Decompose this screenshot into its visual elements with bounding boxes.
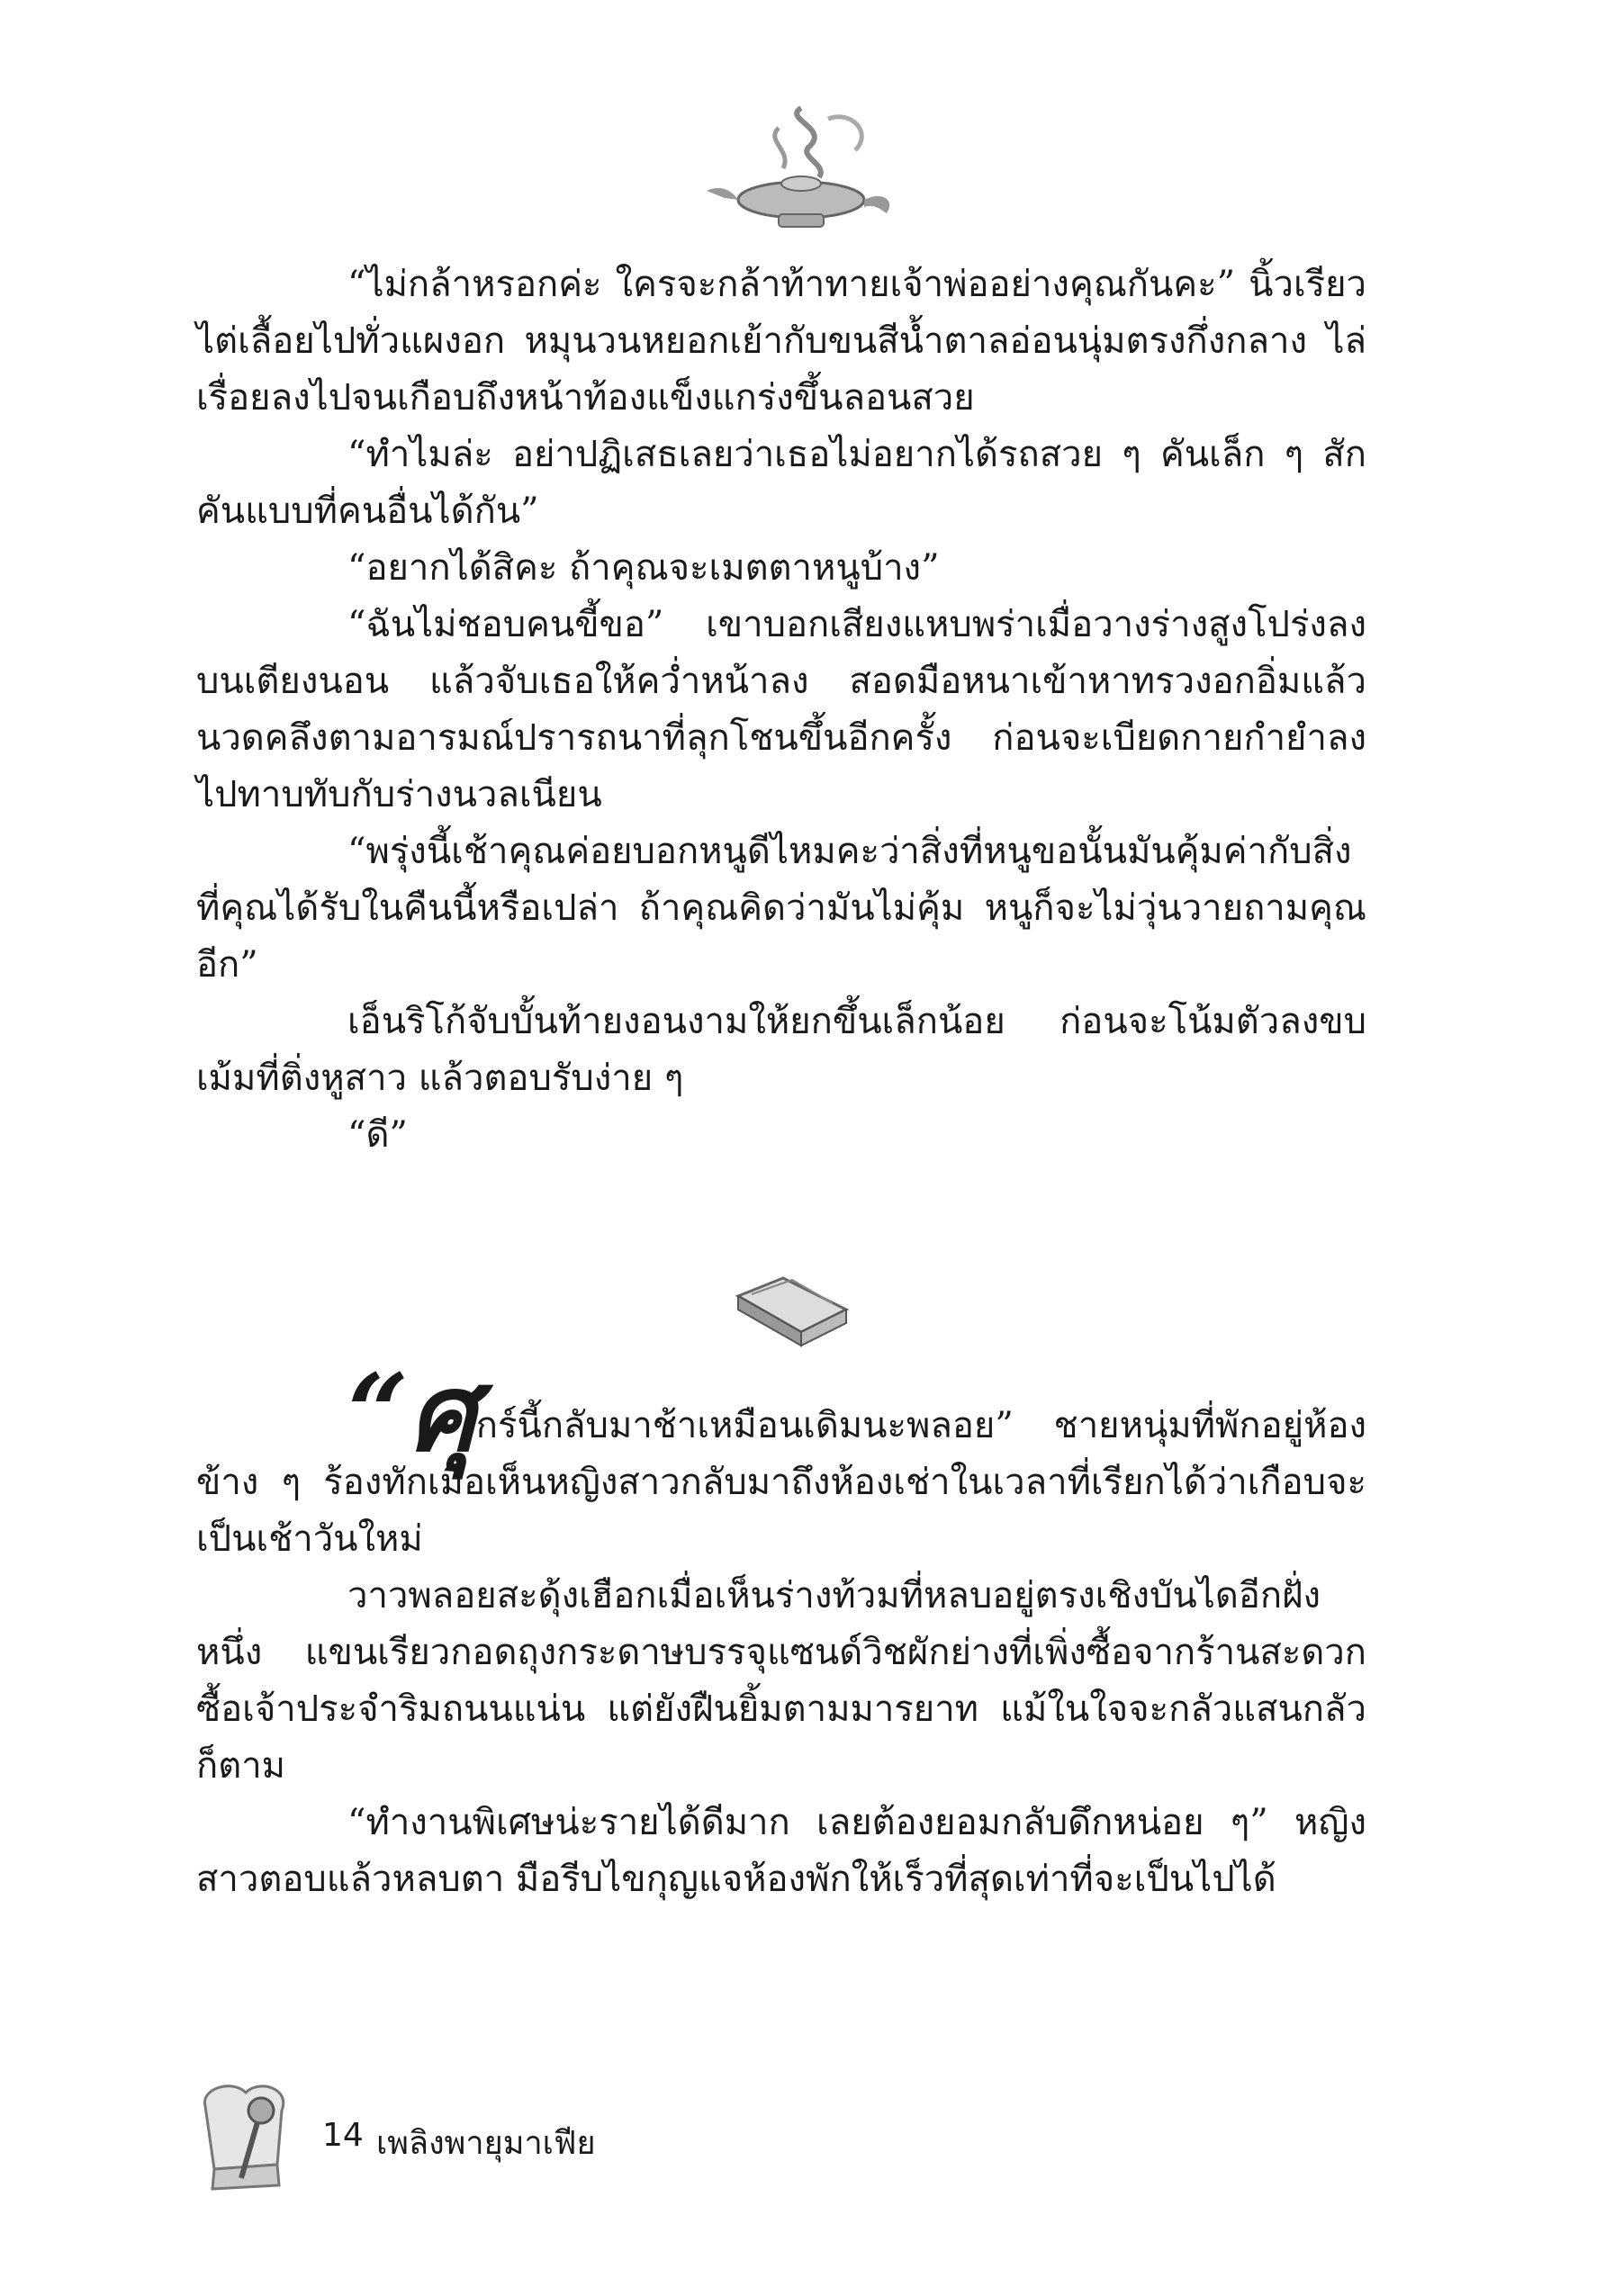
paragraph: “พรุ่งนี้เช้าคุณค่อยบอกหนูดีไหมคะว่าสิ่งที่หนูขอนั้นมันคุ้มค่ากับสิ่งที่คุณได้รับในคืนนี้หรือเปล่า ถ้าคุณคิดว่ามันไม่คุ้ม หนูก็จะไม่วุ่นวายถามคุณอีก” <box>196 831 1366 986</box>
paragraph: “ไม่กล้าหรอกค่ะ ใครจะกล้าท้าทายเจ้าพ่ออย่างคุณกันคะ” นิ้วเรียวไต่เลื้อยไปทั่วแผงอก หมุนวนหยอกเย้ากับขนสีน้ำตาลอ่อนนุ่มตรงกึ่งกลาง ไล่เรื่อยลงไปจนเกือบถึงหน้าท้องแข็งแกร่งขึ้นลอนสวย <box>196 264 1366 419</box>
paragraph-rest: กร์นี้กลับมาช้าเหมือนเดิมนะพลอย” ชายหนุ่มที่พักอยู่ห้องข้าง ๆ ร้องทักเมื่อเห็นหญิงสาวกลับมาถึงห้องเช่าในเวลาที่เรียกได้ว่าเกือบจะเป็นเช้าวันใหม่ <box>196 1405 1366 1560</box>
paragraph: “ดี” <box>347 1114 408 1156</box>
book-title: เพลิงพายุมาเฟีย <box>376 2125 596 2162</box>
section-2-text <box>196 1350 1366 1908</box>
paragraph: “อยากได้สิคะ ถ้าคุณจะเมตตาหนูบ้าง” <box>347 547 940 589</box>
paragraph: เอ็นริโก้จับบั้นท้ายงอนงามให้ยกขึ้นเล็กน้อย ก่อนจะโน้มตัวลงขบเม้มที่ติ่งหูสาว แล้วตอบรับง่าย ๆ <box>196 1001 1366 1099</box>
page-number: 14 <box>322 2117 364 2154</box>
genie-lamp-icon <box>693 101 909 236</box>
page-footer <box>196 2079 736 2205</box>
paragraph: วาวพลอยสะดุ้งเฮือกเมื่อเห็นร่างท้วมที่หลบอยู่ตรงเชิงบันไดอีกฝั่งหนึ่ง แขนเรียวกอดถุงกระดาษบรรจุแซนด์วิชผักย่างที่เพิ่งซื้อจากร้านสะดวกซื้อเจ้าประจำริมถนนแน่น แต่ยังฝืนยิ้มตามมารยาท แม้ในใจจะกลัวแสนกลัวก็ตาม <box>196 1575 1366 1787</box>
paragraph-with-dropcap <box>196 1350 1366 1568</box>
drop-cap: “ศุ <box>347 1350 476 1475</box>
section-1-text <box>196 257 1366 1164</box>
paragraph: “ฉันไม่ชอบคนขี้ขอ” เขาบอกเสียงแหบพร่าเมื่อวางร่างสูงโปร่งลงบนเตียงนอน แล้วจับเธอให้คว่ำหน้าลง สอดมือหนาเข้าหาทรวงอกอิ่มแล้วนวดคลึงตามอารมณ์ปรารถนาที่ลุกโชนขึ้นอีกครั้ง ก่อนจะเบียดกายกำยำลงไปทาบทับกับร่างนวลเนียน <box>196 604 1366 815</box>
paragraph: “ทำไมล่ะ อย่าปฏิเสธเลยว่าเธอไม่อยากได้รถสวย ๆ คันเล็ก ๆ สักคันแบบที่คนอื่นได้กัน” <box>196 434 1366 532</box>
open-book-icon <box>720 1260 864 1359</box>
chef-hat-ladle-icon <box>196 2079 295 2196</box>
paragraph: “ทำงานพิเศษน่ะรายได้ดีมาก เลยต้องยอมกลับดึกหน่อย ๆ” หญิงสาวตอบแล้วหลบตา มือรีบไขกุญแจห้องพักให้เร็วที่สุดเท่าที่จะเป็นไปได้ <box>196 1802 1366 1900</box>
